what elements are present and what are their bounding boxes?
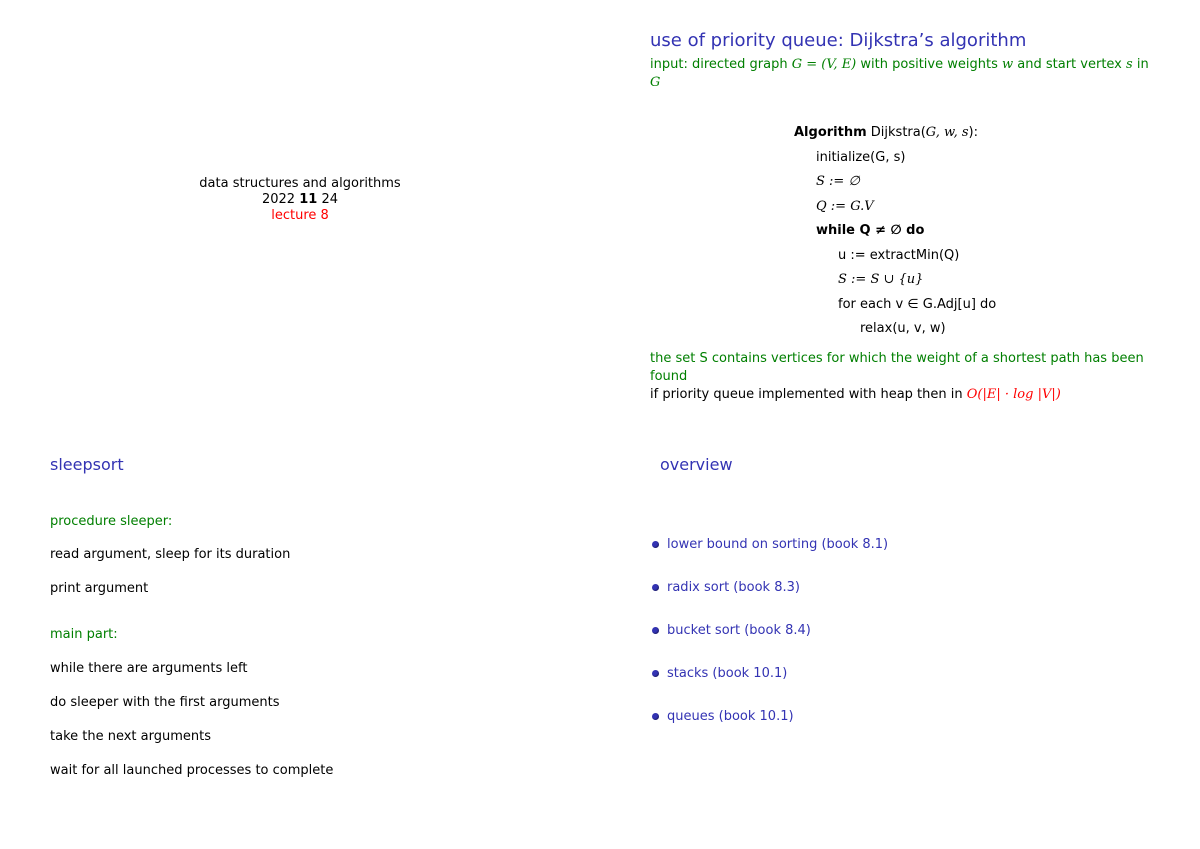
bullet-icon (652, 584, 659, 591)
main-part-line: wait for all launched processes to complete (50, 763, 334, 778)
dijkstra-title: use of priority queue: Dijkstra’s algorithm (650, 30, 1027, 51)
complexity-formula: O(|E| · log |V|) (966, 387, 1061, 402)
main-part-line: do sleeper with the first arguments (50, 695, 280, 710)
main-part-line: while there are arguments left (50, 661, 248, 676)
overview-item: radix sort (book 8.3) (652, 580, 800, 595)
main-part-line: take the next arguments (50, 729, 212, 744)
bullet-icon (652, 541, 659, 548)
overview-item: queues (book 10.1) (652, 709, 794, 724)
shortest-path-note: the set S contains vertices for which the weight of a shortest path has been found (650, 351, 1144, 384)
procedure-line: read argument, sleep for its duration (50, 547, 291, 562)
algorithm-header: Algorithm Dijkstra(G, w, s): (794, 125, 978, 140)
bullet-icon (652, 627, 659, 634)
dijkstra-notes (650, 350, 1160, 404)
course-title: data structures and algorithms (199, 176, 401, 191)
overview-item: lower bound on sorting (book 8.1) (652, 537, 888, 552)
code-line: S := ∅ (816, 174, 860, 189)
code-line: initialize(G, s) (816, 149, 906, 165)
code-line: relax(u, v, w) (860, 321, 946, 336)
main-part-header: main part: (50, 627, 118, 642)
overview-item: stacks (book 10.1) (652, 666, 787, 681)
bullet-icon (652, 670, 659, 677)
complexity-note: if priority queue implemented with heap then in O(|E| · log |V|) (650, 387, 1061, 402)
overview-item: bucket sort (book 8.4) (652, 623, 811, 638)
overview-title: overview (660, 455, 733, 474)
procedure-header: procedure sleeper: (50, 514, 173, 529)
code-line: S := S ∪ {u} (838, 272, 924, 287)
title-slide (130, 176, 470, 224)
code-line: for each v ∈ G.Adj[u] do (838, 296, 997, 312)
code-line: while Q ≠ ∅ do (816, 223, 925, 238)
dijkstra-input-description: input: directed graph G = (V, E) with positive weights w and start vertex s in G (650, 57, 1149, 90)
dijkstra-pseudocode (794, 121, 996, 342)
lecture-number: lecture 8 (271, 208, 329, 223)
code-line: Q := G.V (816, 198, 874, 214)
code-line: u := extractMin(Q) (838, 247, 960, 263)
procedure-line: print argument (50, 581, 149, 596)
lecture-date: 2022 11 24 (261, 192, 338, 207)
bullet-icon (652, 713, 659, 720)
sleepsort-title: sleepsort (50, 455, 124, 474)
